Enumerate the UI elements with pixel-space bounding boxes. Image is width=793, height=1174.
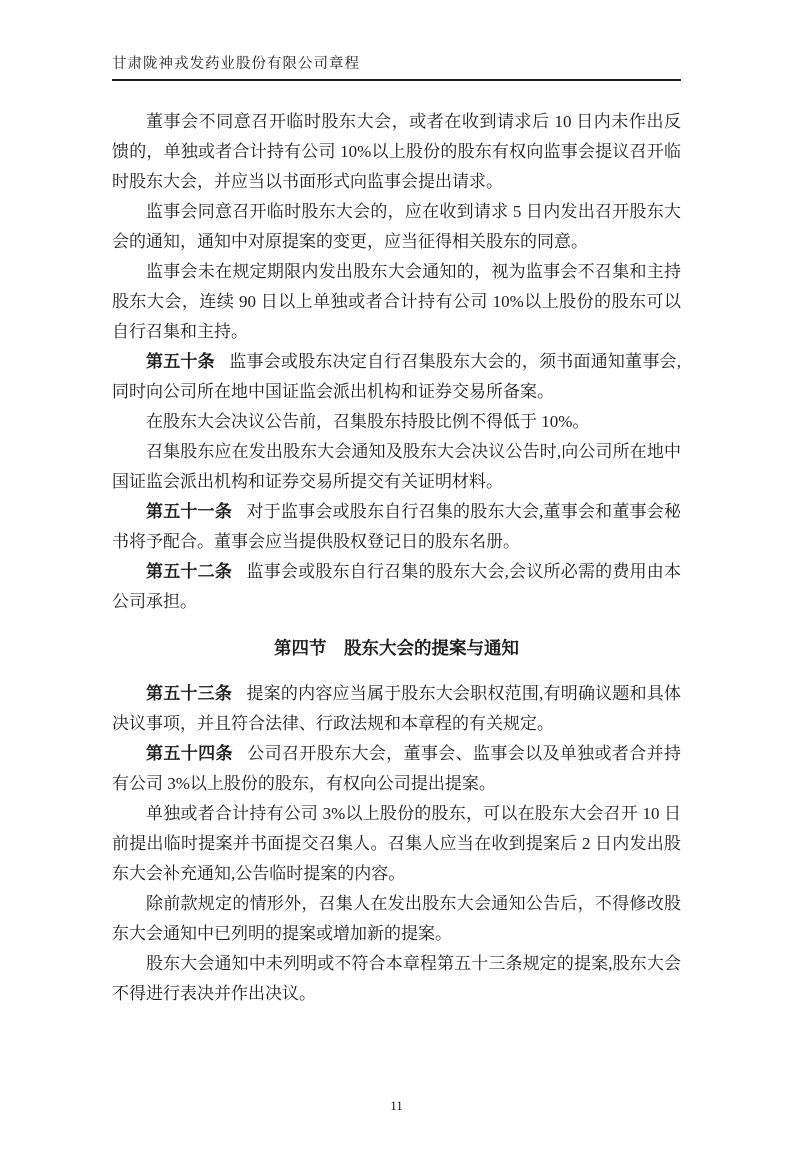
article-paragraph: 第五十二条 监事会或股东自行召集的股东大会,会议所必需的费用由本公司承担。 <box>112 562 682 611</box>
paragraph: 股东大会通知中未列明或不符合本章程第五十三条规定的提案,股东大会不得进行表决并作出决议。 <box>112 954 681 1003</box>
article-number: 第五十二条 <box>146 562 233 581</box>
section-heading: 第四节 股东大会的提案与通知 <box>274 638 519 658</box>
article-number: 第五十三条 <box>146 684 233 703</box>
paragraph: 召集股东应在发出股东大会通知及股东大会决议公告时,向公司所在地中国证监会派出机构和证券交易所提交有关证明材料。 <box>112 442 681 491</box>
article-paragraph: 第五十条 监事会或股东决定自行召集股东大会的，须书面通知董事会,同时向公司所在地中国证监会派出机构和证券交易所备案。 <box>112 352 682 401</box>
paragraph: 除前款规定的情形外，召集人在发出股东大会通知公告后，不得修改股东大会通知中已列明的提案或增加新的提案。 <box>112 894 681 943</box>
document-body <box>112 107 681 1009</box>
paragraph: 监事会同意召开临时股东大会的，应在收到请求 5 日内发出召开股东大会的通知，通知中对原提案的变更，应当征得相关股东的同意。 <box>112 202 681 251</box>
paragraph: 监事会未在规定期限内发出股东大会通知的，视为监事会不召集和主持股东大会，连续 90 日以上单独或者合计持有公司 10%以上股份的股东可以自行召集和主持。 <box>112 262 681 341</box>
paragraph: 单独或者合计持有公司 3%以上股份的股东，可以在股东大会召开 10 日前提出临时提案并书面提交召集人。召集人应当在收到提案后 2 日内发出股东大会补充通知,公告临时提案的内容。 <box>112 804 681 883</box>
article-paragraph: 第五十三条 提案的内容应当属于股东大会职权范围,有明确议题和具体决议事项，并且符合法律、行政法规和本章程的有关规定。 <box>112 684 682 733</box>
page-footer <box>0 1098 793 1114</box>
paragraph: 在股东大会决议公告前，召集股东持股比例不得低于 10%。 <box>146 412 590 431</box>
page-header <box>112 52 681 81</box>
paragraph: 董事会不同意召开临时股东大会，或者在收到请求后 10 日内未作出反馈的，单独或者合计持有公司 10%以上股份的股东有权向监事会提议召开临时股东大会，并应当以书面形式向监事会提出请求。 <box>112 112 681 191</box>
article-paragraph: 第五十一条 对于监事会或股东自行召集的股东大会,董事会和董事会秘书将予配合。董事会应当提供股权登记日的股东名册。 <box>112 502 682 551</box>
document-title: 甘肃陇神戎发药业股份有限公司章程 <box>112 56 360 72</box>
article-paragraph: 第五十四条 公司召开股东大会，董事会、监事会以及单独或者合并持有公司 3%以上股份的股东，有权向公司提出提案。 <box>112 744 682 793</box>
article-number: 第五十一条 <box>146 502 233 521</box>
page-number: 11 <box>390 1098 403 1113</box>
article-number: 第五十条 <box>146 352 215 371</box>
article-number: 第五十四条 <box>146 744 233 763</box>
